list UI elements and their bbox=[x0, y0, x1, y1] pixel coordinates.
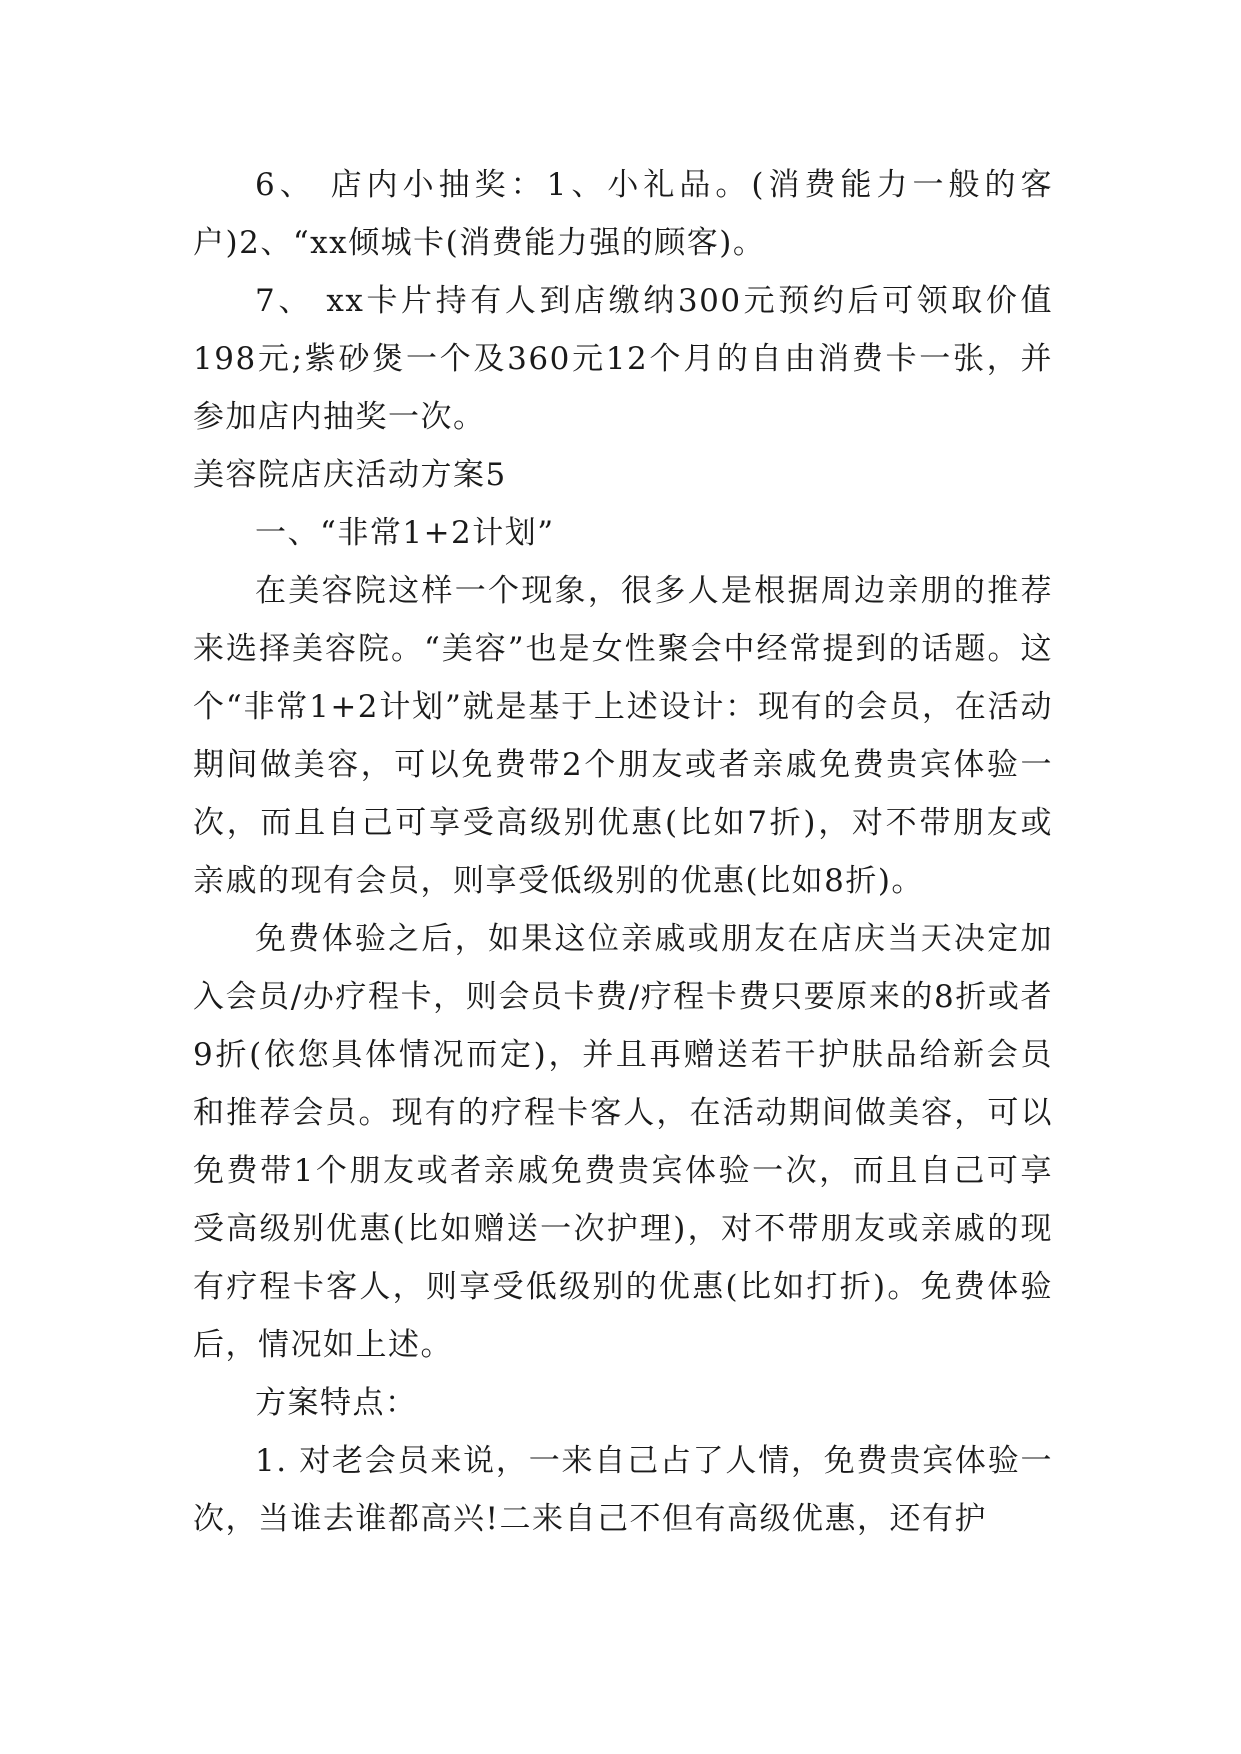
paragraph-plan-description: 在美容院这样一个现象，很多人是根据周边亲朋的推荐来选择美容院。“美容”也是女性聚会中经常提到的话题。这个“非常1+2计划”就是基于上述设计：现有的会员，在活动期间做美容，可以免费带2个朋友或者亲戚免费贵宾体验一次，而且自己可享受高级别优惠(比如7折)，对不带朋友或亲戚的现有会员，则享受低级别的优惠(比如8折)。 bbox=[193, 573, 1053, 899]
paragraph-lottery: 6、 店内小抽奖：1、小礼品。(消费能力一般的客户)2、“xx倾城卡(消费能力强的顾客)。 bbox=[193, 167, 1053, 261]
paragraph-card-holder: 7、 xx卡片持有人到店缴纳300元预约后可领取价值198元;紫砂煲一个及360元12个月的自由消费卡一张，并参加店内抽奖一次。 bbox=[193, 283, 1053, 435]
paragraph-features-title: 方案特点： bbox=[255, 1385, 418, 1421]
document-body bbox=[193, 156, 1053, 1548]
paragraph-plan-title: 一、“非常1+2计划” bbox=[255, 515, 555, 551]
section-heading: 美容院店庆活动方案5 bbox=[193, 457, 507, 493]
paragraph-free-trial: 免费体验之后，如果这位亲戚或朋友在店庆当天决定加入会员/办疗程卡，则会员卡费/疗程卡费只要原来的8折或者9折(依您具体情况而定)，并且再赠送若干护肤品给新会员和推荐会员。现有的疗程卡客人，在活动期间做美容，可以免费带1个朋友或者亲戚免费贵宾体验一次，而且自己可享受高级别优惠(比如赠送一次护理)，对不带朋友或亲戚的现有疗程卡客人，则享受低级别的优惠(比如打折)。免费体验后，情况如上述。 bbox=[193, 921, 1053, 1363]
paragraph-feature-1: 1. 对老会员来说，一来自己占了人情，免费贵宾体验一次，当谁去谁都高兴!二来自己不但有高级优惠，还有护 bbox=[193, 1443, 1053, 1537]
